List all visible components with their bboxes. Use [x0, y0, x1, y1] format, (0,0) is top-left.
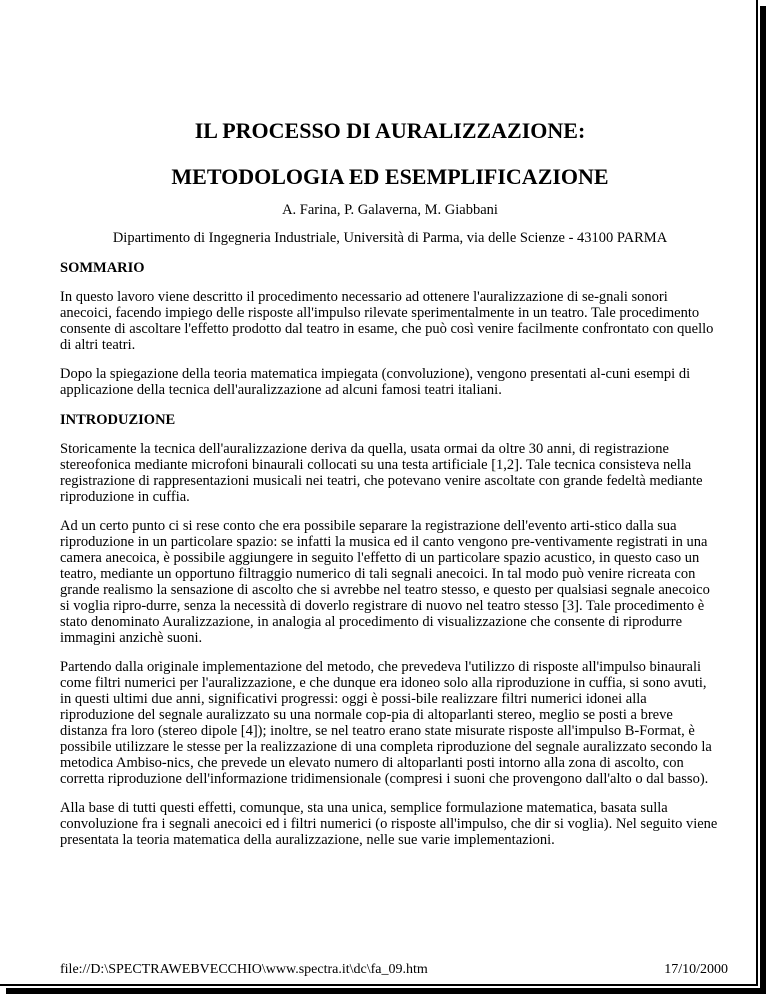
introduzione-paragraph-4: Alla base di tutti questi effetti, comunque, sta una unica, semplice formulazione matematica, basata sulla convoluzione fra i segnali anecoici ed i filtri numerici (o risposte all'impulso, che dir si voglia). Nel seguito viene presentata la teoria matematica della auralizzazione, nelle sue varie implementazioni. — [60, 800, 718, 848]
document-authors: A. Farina, P. Galaverna, M. Giabbani — [282, 202, 498, 218]
document-title-line-1: IL PROCESSO DI AURALIZZAZIONE: — [194, 118, 586, 143]
section-heading-sommario: SOMMARIO — [60, 260, 145, 276]
sommario-paragraph-2: Dopo la spiegazione della teoria matematica impiegata (convoluzione), vengono presentati al-cuni esempi di applicazione della tecnica dell'auralizzazione ad alcuni famosi teatri italiani. — [60, 366, 691, 398]
print-footer-date: 17/10/2000 — [664, 962, 728, 977]
print-footer-url: file://D:\SPECTRAWEBVECCHIO\www.spectra.it\dc\fa_09.htm — [60, 962, 428, 977]
page-shadow-bottom — [6, 988, 766, 994]
document-body — [60, 106, 720, 848]
sommario-paragraph-1: In questo lavoro viene descritto il procedimento necessario ad ottenere l'auralizzazione di se-gnali sonori anecoici, facendo impiego delle risposte all'impulso rilevate sperimentalmente in un teatro. Tale procedimento consente di ascoltare l'effetto prodotto dal teatro in esame, che può così venire facilmente confrontato con quello di altri teatri. — [60, 289, 714, 353]
page-shadow-right — [760, 6, 766, 992]
introduzione-paragraph-2: Ad un certo punto ci si rese conto che era possibile separare la registrazione dell'evento arti-stico dalla sua riproduzione in un particolare spazio: se infatti la musica ed il canto vengono pre-ventivamente registrati in una camera anecoica, è possibile aggiungere in seguito l'effetto di un particolare spazio acustico, in questo caso un teatro, mediante un opportuno filtraggio numerico di tali segnali anecoici. In tal modo può venire ricreata con grande realismo la sensazione di ascolto che si avrebbe nel teatro stesso, e questo per qualsiasi segnale anecoico si voglia ripro-durre, senza la necessità di doverlo registrare di nuovo nel teatro stesso [3]. Tale procedimento è stato denominato Auralizzazione, in analogia al procedimento di visualizzazione che consente di riprodurre immagini anzichè suoni. — [60, 518, 710, 646]
introduzione-paragraph-1: Storicamente la tecnica dell'auralizzazione deriva da quella, usata ormai da oltre 30 anni, di registrazione stereofonica mediante microfoni binaurali collocati su una testa artificiale [1,2]. Tale tecnica consisteva nella registrazione di rappresentazioni musicali nei teatri, che potevano venire ascoltate con grande fedeltà mediante riproduzione in cuffia. — [60, 441, 703, 505]
introduzione-paragraph-3: Partendo dalla originale implementazione del metodo, che prevedeva l'utilizzo di risposte all'impulso binaurali come filtri numerici per l'auralizzazione, e che dunque era idoneo solo alla riproduzione in cuffia, si sono avuti, in questi ultimi due anni, significativi progressi: oggi è possi-bile realizzare filtri numerici idonei alla riproduzione del segnale auralizzato su una normale cop-pia di altoparlanti stereo, meglio se posti a breve distanza fra loro (stereo dipole [4]); inoltre, se nel teatro erano state misurate risposte all'impulso B-Format, è possibile utilizzare le stesse per la realizzazione di una completa riproduzione del segnale auralizzato secondo la metodica Ambiso-nics, che prevede un elevato numero di altoparlanti posti intorno alla zona di ascolto, con corretta riproduzione dell'informazione tridimensionale (compresi i suoni che provengono dall'alto o dal basso). — [60, 659, 712, 787]
section-heading-introduzione: INTRODUZIONE — [60, 412, 176, 428]
document-title-line-2: METODOLOGIA ED ESEMPLIFICAZIONE — [171, 164, 609, 189]
document-affiliation: Dipartimento di Ingegneria Industriale, Università di Parma, via delle Scienze - 43100 PARMA — [112, 230, 668, 246]
